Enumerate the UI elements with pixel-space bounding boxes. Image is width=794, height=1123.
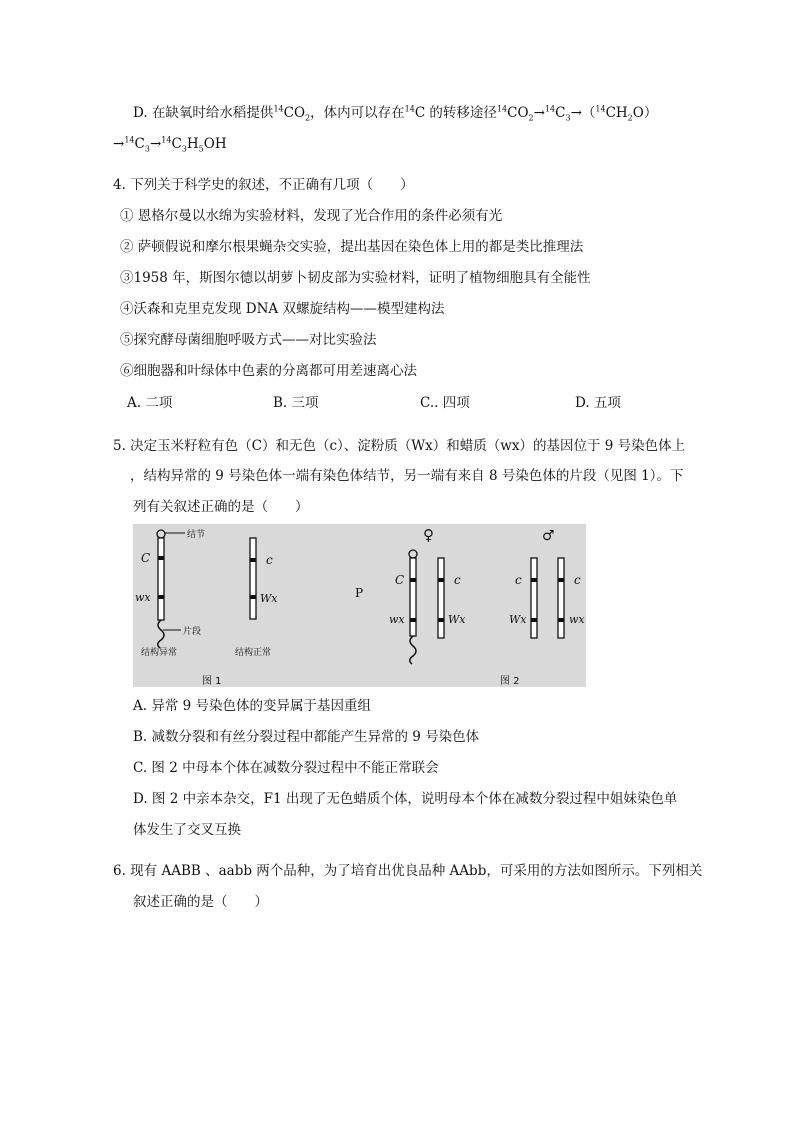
- text: C 的转移途径: [414, 105, 497, 121]
- label-fragment: 片段: [183, 627, 202, 637]
- q5-option-d-line2: 体发生了交叉互换: [133, 822, 241, 838]
- female-abnormal-chromosome: [409, 550, 417, 664]
- sup: 14: [404, 104, 415, 114]
- sup: 14: [595, 104, 606, 114]
- sub: 2: [305, 113, 311, 123]
- gene-wx: wx: [569, 613, 585, 626]
- q4-option-b: B. 三项: [273, 395, 319, 411]
- male-chromosome-2: [558, 558, 564, 638]
- formula: CO: [283, 105, 306, 121]
- gene-C: C: [141, 551, 151, 565]
- female-normal-chromosome: [438, 558, 444, 638]
- sup: 14: [544, 104, 556, 114]
- gene-c: c: [574, 573, 581, 587]
- formula: H: [186, 136, 199, 152]
- formula: O）: [632, 105, 658, 121]
- q4-item-6: ⑥细胞器和叶绿体中色素的分离都可用差速离心法: [120, 363, 417, 379]
- sup: 14: [496, 104, 508, 114]
- q3-option-d-line2: [113, 135, 227, 153]
- arrow: →（: [570, 105, 596, 121]
- formula: OH: [203, 136, 227, 152]
- male-symbol: ♂: [542, 528, 555, 544]
- sup: 14: [161, 135, 172, 145]
- fig2-caption: 图 2: [500, 676, 520, 687]
- formula: CO: [507, 105, 529, 121]
- q4-item-2: ② 萨顿假说和摩尔根果蝇杂交实验，提出基因在染色体上用的都是类比推理法: [120, 239, 584, 255]
- q4-option-a: A. 二项: [127, 395, 173, 411]
- label-abnormal: 结构异常: [141, 648, 178, 658]
- q5-stem-line2: ，结构异常的 9 号染色体一端有染色体结节，另一端有来自 8 号染色体的片段（见图 1）。下: [130, 468, 684, 484]
- q5-stem-line1: 5. 决定玉米籽粒有色（C）和无色（c）、淀粉质（Wx）和蜡质（wx）的基因位于 9 号染色体上: [113, 438, 686, 454]
- gene-wx: wx: [389, 613, 405, 626]
- q5-stem-line3: 列有关叙述正确的是（ ）: [133, 499, 309, 515]
- gene-c: c: [266, 553, 273, 567]
- sup: 14: [124, 135, 135, 145]
- q4-option-d: D. 五项: [575, 395, 621, 411]
- female-symbol: ♀: [423, 526, 434, 544]
- abnormal-chromosome: [157, 530, 185, 648]
- q6-stem-line1: 6. 现有 AABB 、aabb 两个品种，为了培育出优良品种 AAbb，可采用的方法如图所示。下列相关: [113, 863, 703, 879]
- arrow: →: [149, 136, 162, 152]
- q5-option-c: C. 图 2 中母本个体在减数分裂过程中不能正常联会: [133, 760, 439, 776]
- label-normal: 结构正常: [235, 648, 272, 658]
- q4-item-5: ⑤探究酵母菌细胞呼吸方式——对比实验法: [120, 332, 377, 348]
- sup: 14: [273, 104, 284, 114]
- q5-option-a: A. 异常 9 号染色体的变异属于基因重组: [133, 698, 372, 714]
- gene-Wx: Wx: [260, 592, 278, 605]
- gene-c: c: [515, 573, 522, 587]
- sub: 3: [144, 144, 150, 154]
- q5-option-d-line1: D. 图 2 中亲本杂交，F1 出现了无色蜡质个体，说明母本个体在减数分裂过程中姐妹染色单: [133, 791, 678, 807]
- fig1-caption: 图 1: [202, 676, 222, 687]
- q3-option-d-line1: [133, 104, 657, 122]
- normal-chromosome: [250, 538, 256, 619]
- formula: C: [171, 136, 182, 152]
- sub: 2: [528, 113, 534, 123]
- sub: 2: [627, 113, 633, 123]
- q5-option-b: B. 减数分裂和有丝分裂过程中都能产生异常的 9 号染色体: [133, 729, 480, 745]
- gene-C: C: [395, 573, 405, 587]
- sub: 3: [565, 113, 571, 123]
- gene-Wx: Wx: [448, 613, 466, 626]
- sub: 5: [198, 144, 204, 154]
- option-label: D.: [133, 105, 148, 121]
- q4-option-c: C.. 四项: [420, 395, 470, 411]
- sub: 3: [181, 144, 187, 154]
- formula: C: [555, 105, 566, 121]
- label-P: P: [355, 586, 364, 600]
- arrow: →: [533, 105, 545, 121]
- male-chromosome-1: [531, 558, 537, 638]
- label-knob: 结节: [187, 530, 206, 540]
- chromosome-figure: [133, 524, 586, 687]
- text: 在缺氧时给水稻提供: [151, 105, 274, 121]
- gene-Wx: Wx: [509, 613, 527, 626]
- gene-c: c: [454, 573, 461, 587]
- arrow: →: [113, 136, 125, 152]
- q4-item-3: ③1958 年，斯图尔德以胡萝卜韧皮部为实验材料，证明了植物细胞具有全能性: [120, 270, 591, 286]
- q6-stem-line2: 叙述正确的是（ ）: [133, 894, 268, 910]
- text: ，体内可以存在: [310, 105, 405, 121]
- formula: CH: [605, 105, 628, 121]
- q4-stem: 4. 下列关于科学史的叙述，不正确有几项（ ）: [113, 177, 414, 193]
- formula: C: [134, 136, 145, 152]
- q4-item-4: ④沃森和克里克发现 DNA 双螺旋结构——模型建构法: [120, 301, 445, 317]
- q4-item-1: ① 恩格尔曼以水绵为实验材料，发现了光合作用的条件必须有光: [120, 208, 503, 224]
- gene-wx: wx: [135, 591, 151, 604]
